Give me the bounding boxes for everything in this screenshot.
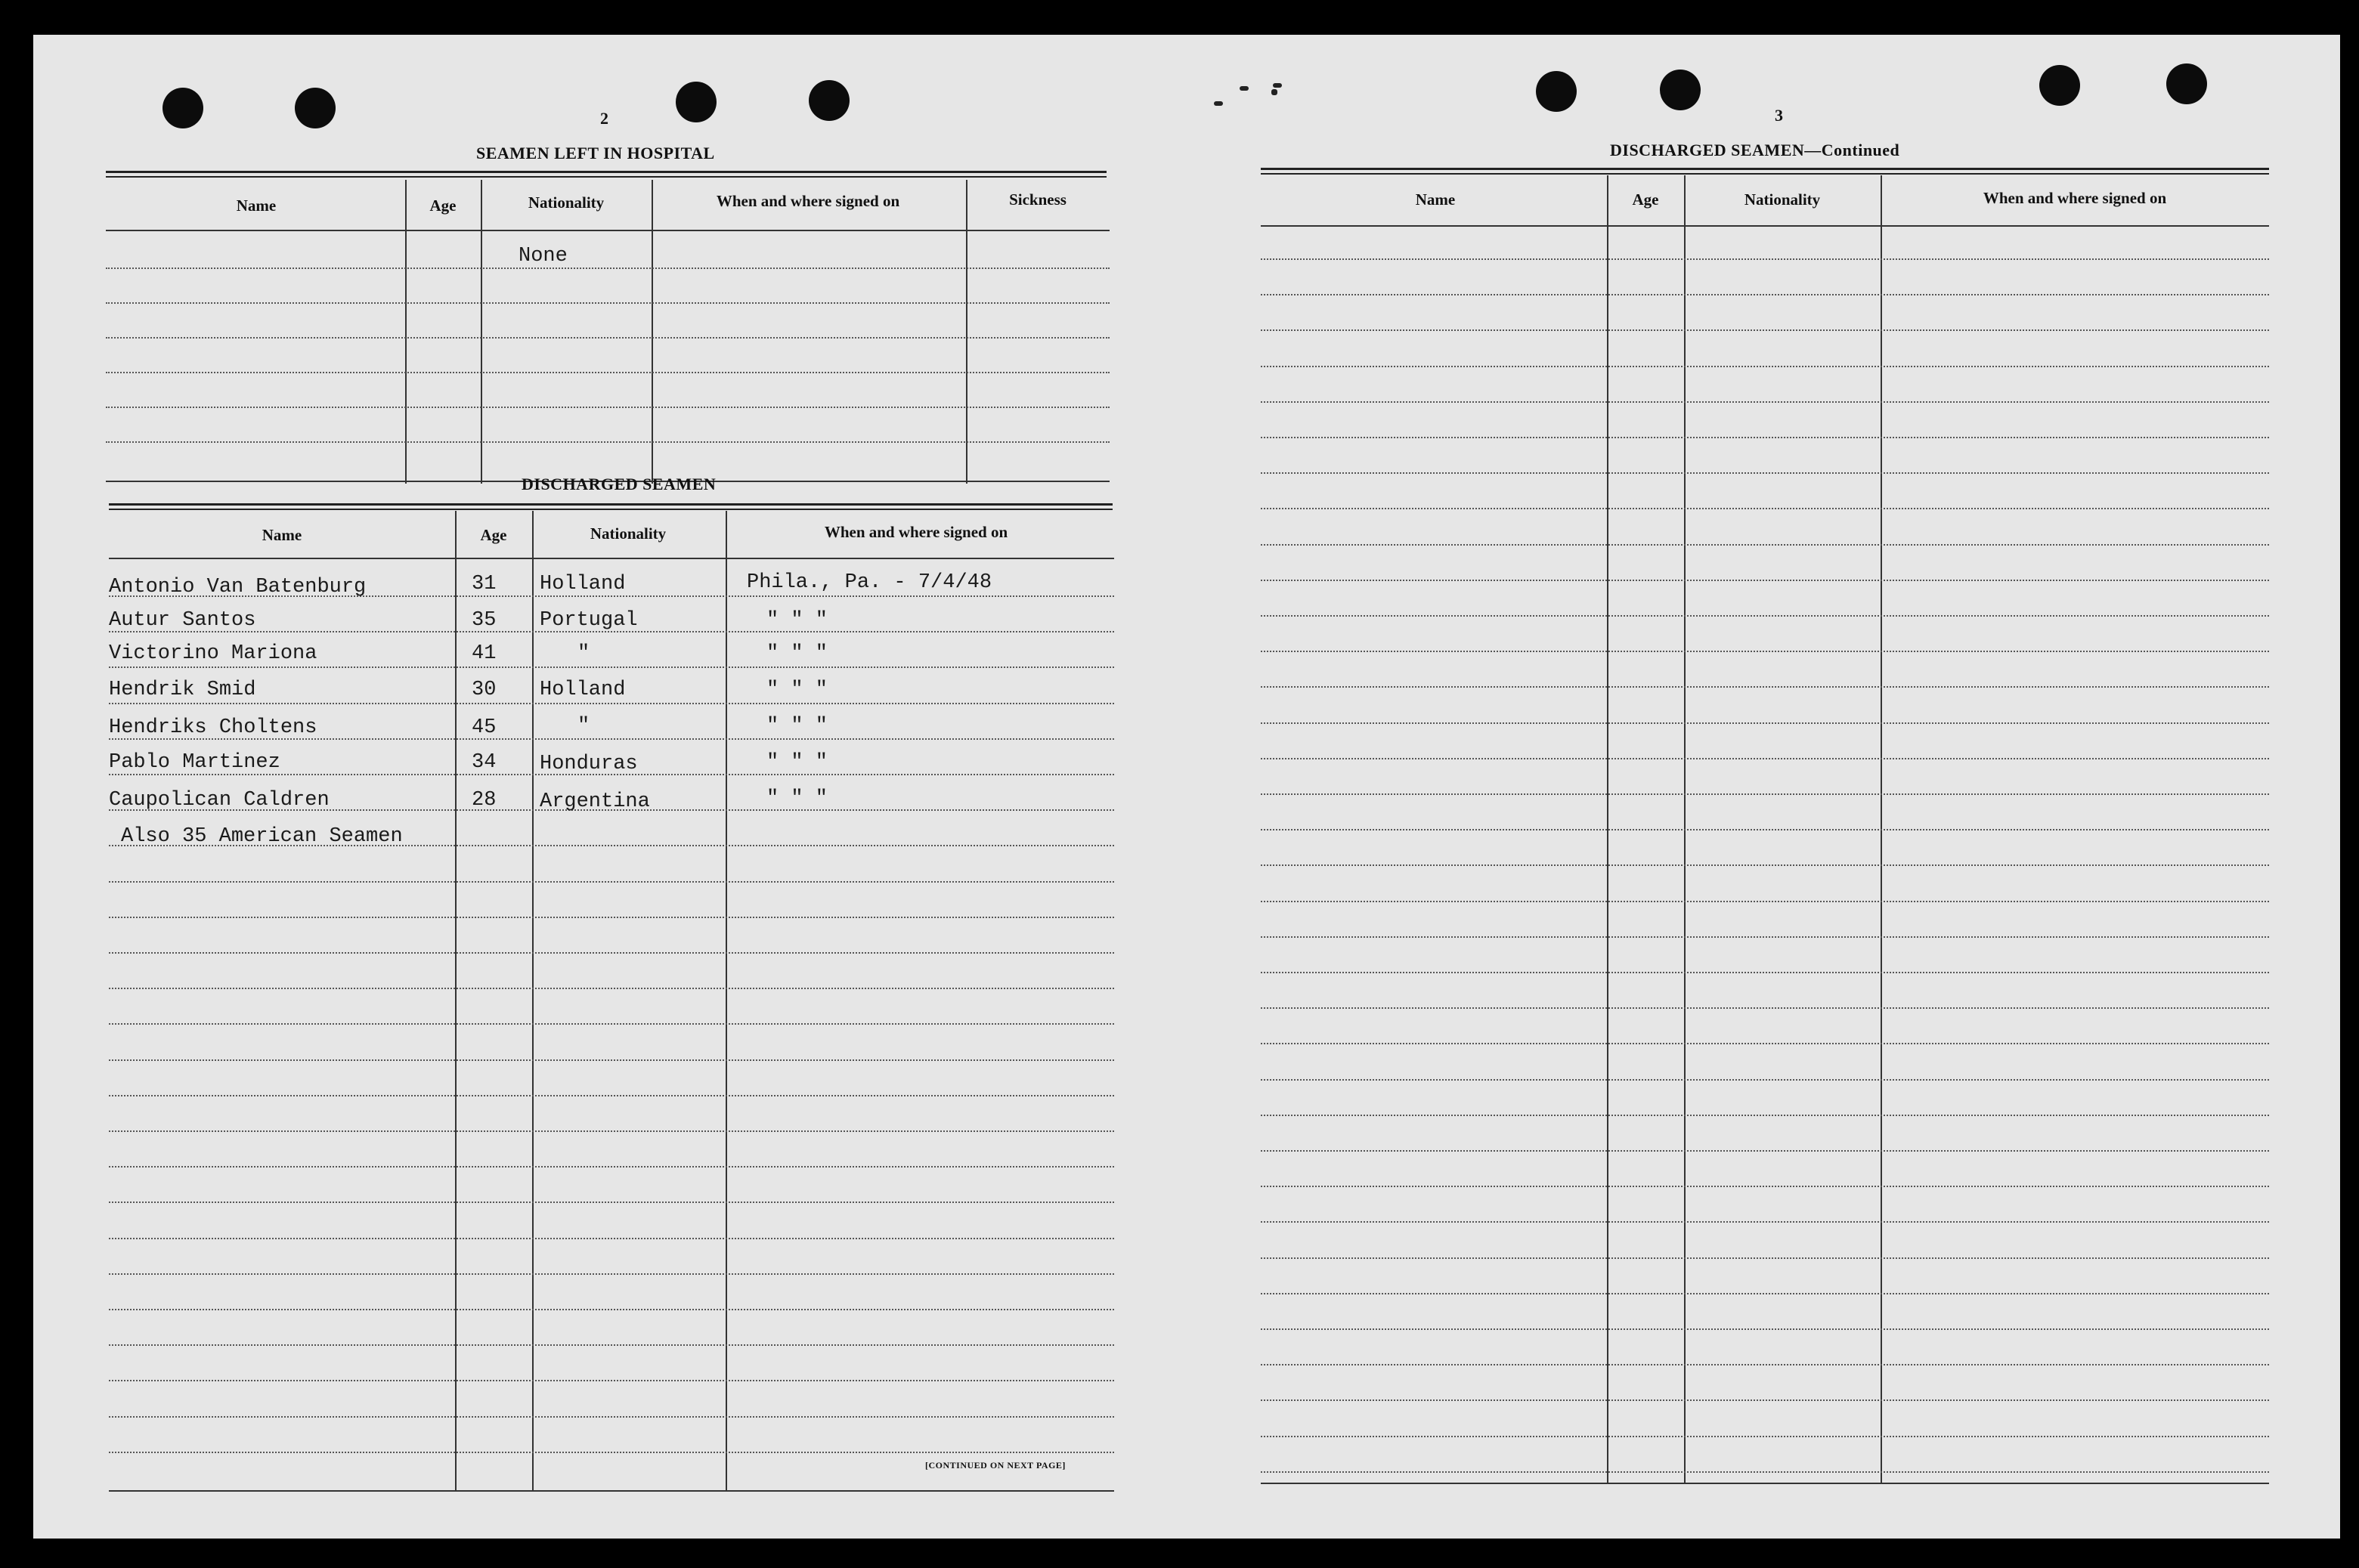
ruled-line — [1261, 1115, 2269, 1116]
seaman-name: Hendriks Choltens — [109, 716, 317, 739]
ruled-line — [1261, 1471, 2269, 1473]
ruled-line — [1261, 864, 2269, 866]
document-sheet — [33, 35, 2340, 1539]
stray-mark — [1240, 86, 1249, 91]
ruled-line — [109, 666, 1114, 668]
col-header: Age — [1632, 190, 1659, 209]
ruled-line — [1261, 901, 2269, 902]
american-seamen-note: Also 35 American Seamen — [121, 825, 403, 848]
hospital-heading: SEAMEN LEFT IN HOSPITAL — [476, 144, 715, 162]
seaman-name: Hendrik Smid — [109, 679, 256, 701]
discharged-header-rule — [109, 558, 1114, 559]
ruled-line — [109, 1166, 1114, 1167]
discharged-top-rule — [109, 503, 1113, 510]
ruled-line — [1261, 1399, 2269, 1401]
col-header: Age — [480, 526, 507, 544]
ruled-line — [1261, 329, 2269, 331]
ruled-line — [1261, 508, 2269, 509]
ruled-line — [109, 703, 1114, 704]
ruled-line — [1261, 1328, 2269, 1330]
seaman-nationality: Holland — [540, 573, 626, 595]
col-header: Name — [236, 196, 277, 215]
ruled-line — [109, 917, 1114, 918]
hospital-entry-none: None — [519, 245, 568, 268]
ruled-line — [1261, 472, 2269, 474]
discharged-heading: DISCHARGED SEAMEN — [522, 475, 717, 493]
punch-hole-2 — [295, 88, 336, 128]
ruled-line — [1261, 722, 2269, 724]
seaman-signed-on: " " " — [766, 642, 828, 665]
ruled-line — [1261, 544, 2269, 546]
ruled-line — [1261, 793, 2269, 795]
punch-hole-5 — [1536, 71, 1577, 112]
ruled-line — [109, 1416, 1114, 1418]
stray-mark — [1214, 101, 1223, 106]
ruled-line — [1261, 615, 2269, 617]
ruled-line — [1261, 1293, 2269, 1294]
col-header: Name — [1415, 190, 1456, 209]
right-header-rule — [1261, 225, 2269, 227]
ruled-line — [1261, 1186, 2269, 1187]
page-number-left: 2 — [600, 109, 608, 128]
col-header: Name — [262, 526, 302, 544]
seaman-name: Caupolican Caldren — [109, 789, 330, 812]
ruled-line — [109, 1273, 1114, 1275]
ruled-line — [1261, 1364, 2269, 1365]
ruled-line — [109, 988, 1114, 989]
ruled-line — [1261, 1007, 2269, 1009]
hospital-row-line — [106, 441, 1110, 443]
hospital-col-divider — [966, 180, 967, 484]
col-header: When and where signed on — [824, 523, 1008, 541]
ruled-line — [1261, 686, 2269, 688]
hospital-row-line — [106, 302, 1110, 304]
ruled-line — [1261, 401, 2269, 403]
punch-hole-1 — [163, 88, 203, 128]
discharged-continued-heading: DISCHARGED SEAMEN—Continued — [1610, 141, 1900, 159]
ruled-line — [1261, 829, 2269, 830]
seaman-age: 34 — [472, 751, 497, 774]
seaman-age: 45 — [472, 716, 497, 739]
ruled-line — [109, 1130, 1114, 1132]
hospital-row-line — [106, 372, 1110, 373]
col-header: Age — [429, 196, 457, 215]
punch-hole-4 — [809, 80, 850, 121]
seaman-nationality: Portugal — [540, 609, 638, 632]
seaman-signed-on: " " " — [766, 751, 828, 774]
ruled-line — [109, 881, 1114, 883]
ruled-line — [1261, 1079, 2269, 1081]
seaman-age: 41 — [472, 642, 497, 665]
seaman-signed-on: " " " — [766, 787, 828, 810]
ruled-line — [109, 1380, 1114, 1381]
ruled-line — [1261, 294, 2269, 295]
col-header: When and where signed on — [716, 192, 900, 210]
hospital-col-divider — [481, 180, 482, 484]
seaman-name: Victorino Mariona — [109, 642, 317, 665]
ruled-line — [1261, 972, 2269, 973]
ruled-line — [1261, 1257, 2269, 1259]
hospital-row-line — [106, 337, 1110, 339]
hospital-col-divider — [405, 180, 407, 484]
ruled-line — [109, 1023, 1114, 1025]
seaman-nationality: " — [577, 715, 590, 738]
ruled-line — [1261, 1150, 2269, 1152]
hospital-row-line — [106, 407, 1110, 408]
col-header: When and where signed on — [1983, 189, 2167, 207]
ruled-line — [109, 1238, 1114, 1239]
ruled-line — [1261, 1436, 2269, 1437]
discharged-col-divider — [455, 511, 457, 1490]
seaman-nationality: Holland — [540, 679, 626, 701]
seaman-nationality: Honduras — [540, 753, 638, 775]
ruled-line — [1261, 758, 2269, 759]
ruled-line — [109, 1095, 1114, 1096]
page-number-right: 3 — [1775, 106, 1783, 125]
stray-mark — [1271, 89, 1277, 95]
seaman-age: 30 — [472, 679, 497, 701]
stray-mark — [1273, 83, 1282, 88]
seaman-nationality: Argentina — [540, 790, 650, 813]
discharged-col-divider — [726, 511, 727, 1490]
punch-hole-6 — [1660, 70, 1701, 110]
ruled-line — [1261, 366, 2269, 367]
ruled-line — [1261, 651, 2269, 652]
col-header: Nationality — [590, 524, 667, 543]
ruled-line — [1261, 1221, 2269, 1223]
right-top-rule — [1261, 168, 2269, 175]
ruled-line — [109, 1202, 1114, 1203]
ruled-line — [109, 1344, 1114, 1346]
punch-hole-8 — [2166, 63, 2207, 104]
ruled-line — [109, 1452, 1114, 1453]
seaman-nationality: " — [577, 642, 590, 665]
continued-note: [CONTINUED ON NEXT PAGE] — [925, 1460, 1066, 1471]
seaman-signed-on: " " " — [766, 609, 828, 632]
ruled-line — [1261, 580, 2269, 581]
hospital-header-rule — [106, 230, 1110, 231]
hospital-row-line — [106, 268, 1110, 269]
hospital-col-divider — [652, 180, 653, 484]
ruled-line — [1261, 936, 2269, 938]
ruled-line — [109, 952, 1114, 954]
seaman-signed-on: " " " — [766, 679, 828, 701]
seaman-signed-on: Phila., Pa. - 7/4/48 — [747, 571, 992, 594]
col-header: Nationality — [1744, 190, 1821, 209]
seaman-age: 31 — [472, 573, 497, 595]
punch-hole-3 — [676, 82, 717, 122]
seaman-name: Autur Santos — [109, 609, 256, 632]
hospital-top-rule — [106, 171, 1107, 178]
bottom-rule — [1261, 1483, 2269, 1484]
ruled-line — [1261, 1043, 2269, 1044]
seaman-name: Pablo Martinez — [109, 751, 280, 774]
punch-hole-7 — [2039, 65, 2080, 106]
ruled-line — [1261, 258, 2269, 260]
seaman-name: Antonio Van Batenburg — [109, 576, 367, 598]
seaman-age: 28 — [472, 789, 497, 812]
discharged-col-divider — [532, 511, 534, 1490]
ruled-line — [109, 1059, 1114, 1061]
col-header: Nationality — [528, 193, 605, 212]
ruled-line — [1261, 437, 2269, 438]
ruled-line — [109, 1309, 1114, 1310]
seaman-signed-on: " " " — [766, 715, 828, 738]
col-header: Sickness — [1009, 190, 1067, 209]
seaman-age: 35 — [472, 609, 497, 632]
bottom-rule — [109, 1490, 1114, 1492]
